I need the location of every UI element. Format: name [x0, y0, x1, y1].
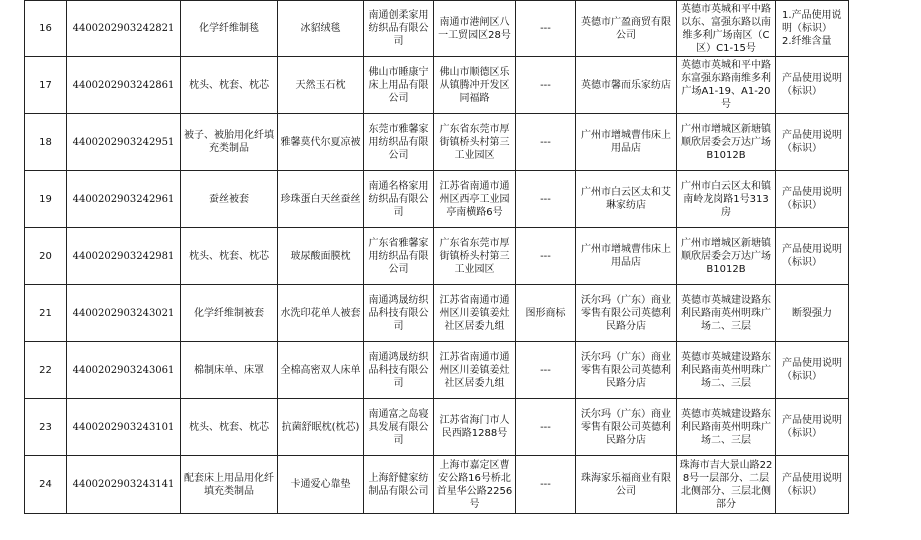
seller-name: 英德市广盈商贸有限公司 [576, 1, 677, 57]
table-row [25, 285, 849, 342]
table-row [25, 399, 849, 456]
manufacturer-name: 南通名格家用纺织品有限公司 [364, 171, 434, 228]
manufacturer-name: 佛山市睡康宁床上用品有限公司 [364, 57, 434, 114]
product-name: 水洗印花单人被套 [278, 285, 364, 342]
seller-name: 沃尔玛（广东）商业零售有限公司英德利民路分店 [576, 399, 677, 456]
table-body [25, 1, 849, 514]
table-row [25, 114, 849, 171]
nonconforming-item: 产品使用说明（标识） [776, 228, 849, 285]
row-number: 24 [25, 456, 67, 514]
sample-code: 4400202903242821 [67, 1, 181, 57]
product-category: 配套床上用品用化纤填充类制品 [181, 456, 278, 514]
sample-code: 4400202903243021 [67, 285, 181, 342]
seller-address: 英德市英城和平中路东富强东路南维多利广场A1-19、A1-20号 [677, 57, 776, 114]
trademark: --- [516, 456, 576, 514]
product-category: 棉制床单、床罩 [181, 342, 278, 399]
trademark: --- [516, 57, 576, 114]
manufacturer-address: 江苏省海门市人民西路1288号 [434, 399, 516, 456]
sample-code: 4400202903242981 [67, 228, 181, 285]
trademark: --- [516, 342, 576, 399]
table-row [25, 1, 849, 57]
seller-address: 英德市英城建设路东利民路南英州明珠广场二、三层 [677, 399, 776, 456]
seller-name: 沃尔玛（广东）商业零售有限公司英德利民路分店 [576, 342, 677, 399]
trademark: --- [516, 114, 576, 171]
nonconforming-item: 产品使用说明（标识） [776, 57, 849, 114]
manufacturer-name: 广东省雅馨家用纺织品有限公司 [364, 228, 434, 285]
trademark: --- [516, 1, 576, 57]
trademark: --- [516, 228, 576, 285]
manufacturer-name: 东莞市雅馨家用纺织品有限公司 [364, 114, 434, 171]
seller-address: 广州市增城区新塘镇顺欣居委会万达广场B1012B [677, 228, 776, 285]
nonconforming-item: 产品使用说明（标识） [776, 456, 849, 514]
seller-address: 英德市英城建设路东利民路南英州明珠广场二、三层 [677, 285, 776, 342]
inspection-results-table [24, 0, 849, 514]
manufacturer-address: 江苏省南通市通州区川姜镇姜灶社区居委九组 [434, 285, 516, 342]
product-name: 雅馨莫代尔夏凉被 [278, 114, 364, 171]
row-number: 17 [25, 57, 67, 114]
product-name: 珍珠蛋白天丝蚕丝 [278, 171, 364, 228]
manufacturer-address: 江苏省南通市通州区川姜镇姜灶社区居委九组 [434, 342, 516, 399]
sample-code: 4400202903242861 [67, 57, 181, 114]
nonconforming-item: 断裂强力 [776, 285, 849, 342]
seller-name: 广州市增城曹伟床上用品店 [576, 228, 677, 285]
seller-address: 英德市英城和平中路以东、富强东路以南维多利广场南区（C区）C1-15号 [677, 1, 776, 57]
seller-address: 广州市增城区新塘镇顺欣居委会万达广场B1012B [677, 114, 776, 171]
row-number: 20 [25, 228, 67, 285]
nonconforming-item: 产品使用说明（标识） [776, 399, 849, 456]
product-name: 冰貂绒毯 [278, 1, 364, 57]
nonconforming-item: 产品使用说明（标识） [776, 342, 849, 399]
table-row [25, 342, 849, 399]
row-number: 16 [25, 1, 67, 57]
nonconforming-item: 产品使用说明（标识） [776, 114, 849, 171]
sample-code: 4400202903243141 [67, 456, 181, 514]
product-category: 枕头、枕套、枕芯 [181, 57, 278, 114]
manufacturer-address: 佛山市顺德区乐从镇腾冲开发区同福路 [434, 57, 516, 114]
trademark: --- [516, 171, 576, 228]
manufacturer-name: 南通鸿晟纺织品科技有限公司 [364, 285, 434, 342]
seller-name: 珠海家乐福商业有限公司 [576, 456, 677, 514]
sample-code: 4400202903242951 [67, 114, 181, 171]
trademark: 图形商标 [516, 285, 576, 342]
table-row [25, 456, 849, 514]
trademark: --- [516, 399, 576, 456]
sample-code: 4400202903242961 [67, 171, 181, 228]
product-name: 玻尿酸面膜枕 [278, 228, 364, 285]
product-name: 抗菌舒眠枕(枕芯) [278, 399, 364, 456]
seller-address: 英德市英城建设路东利民路南英州明珠广场二、三层 [677, 342, 776, 399]
product-category: 枕头、枕套、枕芯 [181, 228, 278, 285]
manufacturer-address: 江苏省南通市通州区西亭工业园亭南横路6号 [434, 171, 516, 228]
sample-code: 4400202903243101 [67, 399, 181, 456]
manufacturer-address: 上海市嘉定区曹安公路16号桥北首星华公路2256号 [434, 456, 516, 514]
seller-name: 英德市馨而乐家纺店 [576, 57, 677, 114]
product-name: 全棉高密双人床单 [278, 342, 364, 399]
seller-address: 广州市白云区太和镇南岭龙岗路1号313房 [677, 171, 776, 228]
product-category: 化学纤维制毯 [181, 1, 278, 57]
seller-name: 沃尔玛（广东）商业零售有限公司英德利民路分店 [576, 285, 677, 342]
row-number: 19 [25, 171, 67, 228]
row-number: 22 [25, 342, 67, 399]
nonconforming-item: 1.产品使用说明（标识） 2.纤维含量 [776, 1, 849, 57]
product-category: 枕头、枕套、枕芯 [181, 399, 278, 456]
nonconforming-item: 产品使用说明（标识） [776, 171, 849, 228]
product-category: 被子、被胎用化纤填充类制品 [181, 114, 278, 171]
row-number: 18 [25, 114, 67, 171]
manufacturer-name: 南通富之岛寝具发展有限公司 [364, 399, 434, 456]
product-category: 蚕丝被套 [181, 171, 278, 228]
row-number: 23 [25, 399, 67, 456]
seller-name: 广州市增城曹伟床上用品店 [576, 114, 677, 171]
product-name: 卡通爱心靠垫 [278, 456, 364, 514]
sample-code: 4400202903243061 [67, 342, 181, 399]
product-category: 化学纤维制被套 [181, 285, 278, 342]
manufacturer-address: 南通市港闸区八一工贸园区28号 [434, 1, 516, 57]
manufacturer-address: 广东省东莞市厚街镇桥头村第三工业园区 [434, 228, 516, 285]
row-number: 21 [25, 285, 67, 342]
manufacturer-name: 南通创柔家用纺织品有限公司 [364, 1, 434, 57]
table-row [25, 171, 849, 228]
table-row [25, 228, 849, 285]
manufacturer-name: 上海舒健家纺制品有限公司 [364, 456, 434, 514]
manufacturer-name: 南通鸿晟纺织品科技有限公司 [364, 342, 434, 399]
product-name: 天然玉石枕 [278, 57, 364, 114]
table-row [25, 57, 849, 114]
seller-address: 珠海市吉大景山路228号一层部分、二层北侧部分、三层北侧部分 [677, 456, 776, 514]
seller-name: 广州市白云区太和艾琳家纺店 [576, 171, 677, 228]
manufacturer-address: 广东省东莞市厚街镇桥头村第三工业园区 [434, 114, 516, 171]
